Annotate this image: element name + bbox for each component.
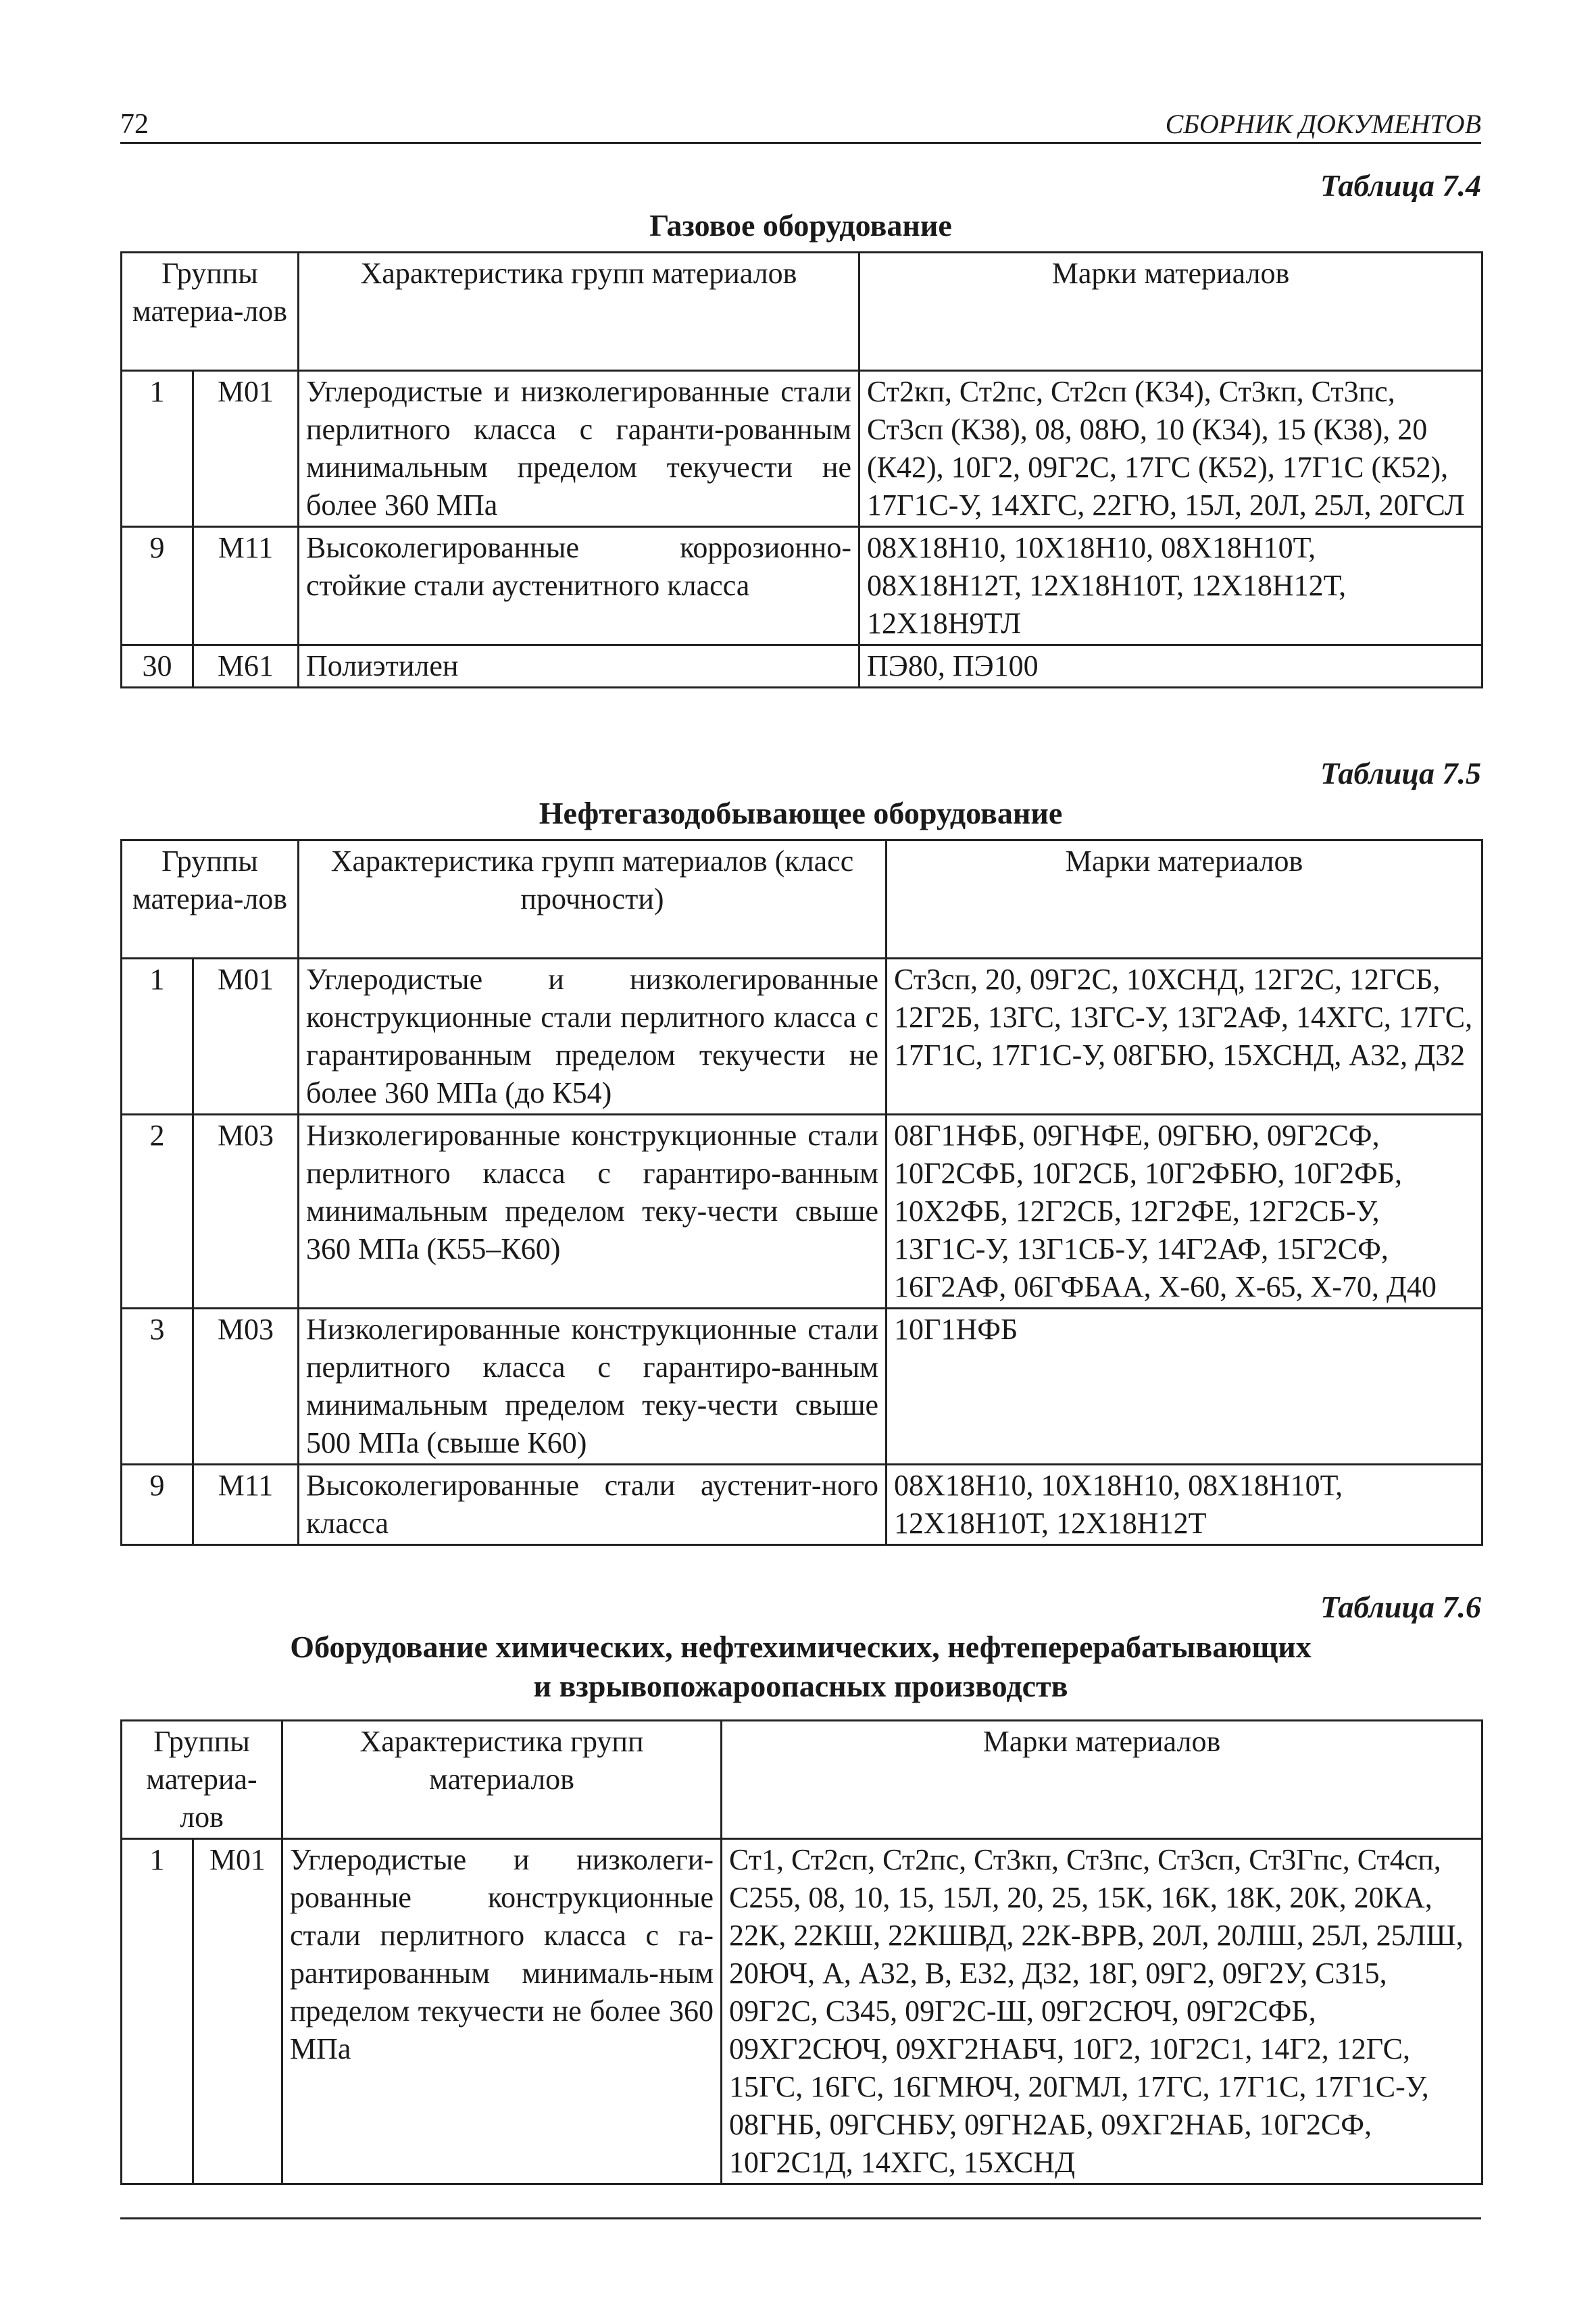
row-code: M01 — [193, 371, 299, 527]
row-characteristic: Высоколегированные коррозионно-стойкие стали аустенитного класса — [299, 527, 859, 645]
row-grades: Ст3сп, 20, 09Г2С, 10ХСНД, 12Г2С, 12ГСБ, 12Г2Б, 13ГС, 13ГС-У, 13Г2АФ, 14ХГС, 17ГС, 17Г1С, 17Г1С-У, 08ГБЮ, 15ХСНД, А32, Д32 — [887, 959, 1482, 1115]
table-7-5-caption: Таблица 7.5 — [1320, 756, 1481, 790]
footer-rule — [120, 2217, 1481, 2219]
header-characteristic: Характеристика групп материалов — [282, 1721, 722, 1839]
row-code: M11 — [193, 527, 299, 645]
header-grades: Марки материалов — [887, 840, 1482, 959]
table-7-4-caption: Таблица 7.4 — [1320, 168, 1481, 203]
running-header: СБОРНИК ДОКУМЕНТОВ — [1165, 109, 1481, 139]
row-characteristic: Низколегированные конструкционные стали перлитного класса с гарантиро-ванным минимальным пределом теку-чести свыше 500 МПа (свыше К60) — [299, 1309, 887, 1465]
header-characteristic: Характеристика групп материалов — [299, 253, 859, 371]
row-number: 30 — [122, 645, 193, 688]
table-7-4-title: Газовое оборудование — [649, 208, 952, 243]
header-grades: Марки материалов — [722, 1721, 1482, 1839]
row-grades: ПЭ80, ПЭ100 — [859, 645, 1482, 688]
table-row — [122, 1309, 1482, 1465]
page-number: 72 — [120, 109, 149, 140]
row-characteristic: Углеродистые и низколегированные конструкционные стали перлитного класса с гарантированным пределом текучести не более 360 МПа (до К54) — [299, 959, 887, 1115]
table-row — [122, 1115, 1482, 1309]
table-7-6-caption: Таблица 7.6 — [1320, 1590, 1481, 1624]
row-grades: 08Г1НФБ, 09ГНФЕ, 09ГБЮ, 09Г2СФ, 10Г2СФБ, 10Г2СБ, 10Г2ФБЮ, 10Г2ФБ, 10Х2ФБ, 12Г2СБ, 12Г2ФЕ, 12Г2СБ-У, 13Г1С-У, 13Г1СБ-У, 14Г2АФ, 15Г2СФ, 16Г2АФ, 06ГФБАА, Х-60, Х-65, Х-70, Д40 — [887, 1115, 1482, 1309]
row-number: 1 — [122, 1839, 193, 2184]
row-characteristic: Углеродистые и низколеги-рованные конструкционные стали перлитного класса с га-рантированным минималь-ным пределом текучести не более 360 МПа — [282, 1839, 722, 2184]
row-code: M01 — [193, 959, 299, 1115]
table-row — [122, 645, 1482, 688]
row-grades: 10Г1НФБ — [887, 1309, 1482, 1465]
table-7-4 — [120, 251, 1483, 688]
row-code: M01 — [193, 1839, 282, 2184]
row-grades: Ст2кп, Ст2пс, Ст2сп (К34), Ст3кп, Ст3пс, Ст3сп (К38), 08, 08Ю, 10 (К34), 15 (К38), 20 (К42), 10Г2, 09Г2С, 17ГС (К52), 17Г1С (К52), 17Г1С-У, 14ХГС, 22ГЮ, 15Л, 20Л, 25Л, 20ГСЛ — [859, 371, 1482, 527]
row-grades: 08Х18Н10, 10Х18Н10, 08Х18Н10Т, 12Х18Н10Т, 12Х18Н12Т — [887, 1465, 1482, 1545]
header-group: Группы материа-лов — [122, 253, 299, 371]
table-row — [122, 527, 1482, 645]
table-7-5-title: Нефтегазодобывающее оборудование — [539, 796, 1063, 830]
table-7-6 — [120, 1719, 1483, 2185]
row-code: M61 — [193, 645, 299, 688]
header-rule — [120, 142, 1481, 144]
row-number: 9 — [122, 527, 193, 645]
header-group: Группы материа-лов — [122, 840, 299, 959]
row-characteristic: Низколегированные конструкционные стали перлитного класса с гарантиро-ванным минимальным пределом теку-чести свыше 360 МПа (К55–К60) — [299, 1115, 887, 1309]
row-grades: Ст1, Ст2сп, Ст2пс, Ст3кп, Ст3пс, Ст3сп, Ст3Гпс, Ст4сп, С255, 08, 10, 15, 15Л, 20, 25, 15К, 16К, 18К, 20К, 20КА, 22К, 22КШ, 22КШВД, 22К-ВРВ, 20Л, 20ЛШ, 25Л, 25ЛШ, 20ЮЧ, А, А32, В, Е32, Д32, 18Г, 09Г2, 09Г2У, С315, 09Г2С, С345, 09Г2С-Ш, 09Г2СЮЧ, 09Г2СФБ, 09ХГ2СЮЧ, 09ХГ2НАБЧ, 10Г2, 10Г2С1, 14Г2, 12ГС, 15ГС, 16ГС, 16ГМЮЧ, 20ГМЛ, 17ГС, 17Г1С, 17Г1С-У, 08ГНБ, 09ГСНБУ, 09ГН2АБ, 09ХГ2НАБ, 10Г2СФ, 10Г2С1Д, 14ХГС, 15ХСНД — [722, 1839, 1482, 2184]
table-7-6-title-line2: и взрывопожароопасных производств — [533, 1669, 1068, 1703]
table-7-6-title-line1: Оборудование химических, нефтехимических, нефтеперерабатывающих — [290, 1630, 1312, 1664]
table-header-row — [122, 840, 1482, 959]
table-row — [122, 1839, 1482, 2184]
row-number: 2 — [122, 1115, 193, 1309]
row-characteristic: Полиэтилен — [299, 645, 859, 688]
row-code: M03 — [193, 1115, 299, 1309]
table-row — [122, 959, 1482, 1115]
row-characteristic: Углеродистые и низколегированные стали перлитного класса с гаранти-рованным минимальным пределом текучести не более 360 МПа — [299, 371, 859, 527]
row-number: 1 — [122, 371, 193, 527]
row-characteristic: Высоколегированные стали аустенит-ного класса — [299, 1465, 887, 1545]
table-7-5 — [120, 839, 1483, 1546]
table-header-row — [122, 253, 1482, 371]
header-grades: Марки материалов — [859, 253, 1482, 371]
row-number: 9 — [122, 1465, 193, 1545]
table-row — [122, 371, 1482, 527]
table-row — [122, 1465, 1482, 1545]
row-number: 3 — [122, 1309, 193, 1465]
row-code: M11 — [193, 1465, 299, 1545]
row-number: 1 — [122, 959, 193, 1115]
header-group: Группы материа-лов — [122, 1721, 282, 1839]
row-grades: 08Х18Н10, 10Х18Н10, 08Х18Н10Т, 08Х18Н12Т, 12Х18Н10Т, 12Х18Н12Т, 12Х18Н9ТЛ — [859, 527, 1482, 645]
row-code: M03 — [193, 1309, 299, 1465]
header-characteristic: Характеристика групп материалов (класс прочности) — [299, 840, 887, 959]
table-header-row — [122, 1721, 1482, 1839]
